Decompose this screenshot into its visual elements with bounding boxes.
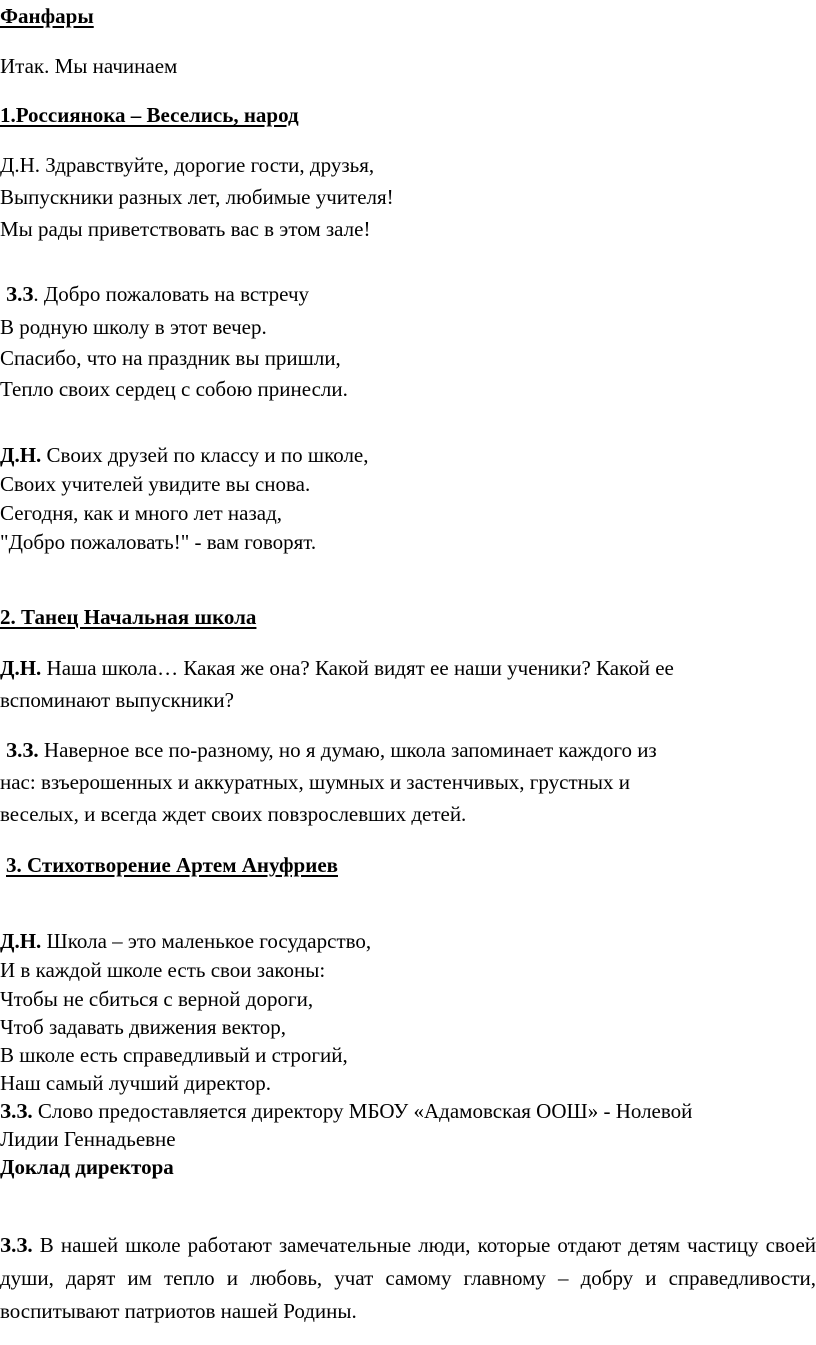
- s2b1-line-1: [0, 654, 674, 682]
- s1b2-line-4: Тепло своих сердец с собою принесли.: [0, 377, 348, 401]
- director-report: Доклад директора: [0, 1155, 174, 1179]
- s3b1-line-5: В школе есть справедливый и строгий,: [0, 1043, 348, 1067]
- line-text: Своих друзей по классу и по школе,: [41, 443, 369, 467]
- s1b1-line-1: Д.Н. Здравствуйте, дорогие гости, друзья,: [0, 153, 375, 177]
- speaker-label: З.З.: [6, 738, 39, 762]
- paragraph-text: В нашей школе работают замечательные люди, которые отдают детям частицу своей души, дарят им тепло и любовь, учат самому главному – добру и справедливости, воспитывают патриотов нашей Родины.: [0, 1233, 816, 1323]
- s1b3-line-1: [0, 441, 369, 469]
- s3b1-line-1: [0, 927, 371, 955]
- speaker-label: Д.Н.: [0, 443, 42, 467]
- speaker-label: Д.Н.: [0, 656, 42, 680]
- s1b3-line-4: "Добро пожаловать!" - вам говорят.: [0, 530, 317, 554]
- s3b1-line-4: Чтоб задавать движения вектор,: [0, 1015, 286, 1039]
- line-text: Наша школа… Какая же она? Какой видят ее наши ученики? Какой ее: [41, 656, 674, 680]
- s1b1-line-2: Выпускники разных лет, любимые учителя!: [0, 185, 394, 209]
- s2b2-line-2: нас: взъерошенных и аккуратных, шумных и застенчивых, грустных и: [0, 770, 630, 794]
- s3b2-line-1: [0, 1097, 692, 1125]
- line-text: Слово предоставляется директору МБОУ «Адамовская ООШ» - Нолевой: [32, 1099, 693, 1123]
- s3b1-line-2: И в каждой школе есть свои законы:: [0, 958, 326, 982]
- speaker-label: З.З.: [0, 1099, 33, 1123]
- s1b1-line-3: Мы рады приветствовать вас в этом зале!: [0, 217, 371, 241]
- speaker-label: Д.Н.: [0, 929, 42, 953]
- s1b3-line-3: Сегодня, как и много лет назад,: [0, 501, 283, 525]
- s2b2-line-3: веселых, и всегда ждет своих повзрослевших детей.: [0, 802, 467, 826]
- s3b2-line-2: Лидии Геннадьевне: [0, 1127, 176, 1151]
- s1b2-line-1: [6, 280, 309, 308]
- section3-heading: 3. Стихотворение Артем Ануфриев: [6, 853, 338, 877]
- fanfare-heading: Фанфары: [0, 4, 94, 28]
- s1b3-line-2: Своих учителей увидите вы снова.: [0, 472, 311, 496]
- s3b1-line-6: Наш самый лучший директор.: [0, 1071, 271, 1095]
- line-text: . Добро пожаловать на встречу: [33, 282, 310, 306]
- section2-heading: 2. Танец Начальная школа: [0, 605, 257, 629]
- speaker-label: З.З: [6, 282, 34, 306]
- s2b2-line-1: [6, 736, 657, 764]
- intro-text: Итак. Мы начинаем: [0, 54, 178, 78]
- s1b2-line-3: Спасибо, что на праздник вы пришли,: [0, 346, 341, 370]
- line-text: Школа – это маленькое государство,: [41, 929, 372, 953]
- s2b1-line-2: вспоминают выпускники?: [0, 688, 234, 712]
- s3b1-line-3: Чтобы не сбиться с верной дороги,: [0, 987, 314, 1011]
- section1-heading: 1.Россиянока – Веселись, народ: [0, 103, 299, 127]
- s1b2-line-2: В родную школу в этот вечер.: [0, 315, 267, 339]
- speaker-label: З.З.: [0, 1233, 33, 1257]
- line-text: Наверное все по-разному, но я думаю, школа запоминает каждого из: [38, 738, 657, 762]
- s3b3-paragraph: [0, 1229, 816, 1328]
